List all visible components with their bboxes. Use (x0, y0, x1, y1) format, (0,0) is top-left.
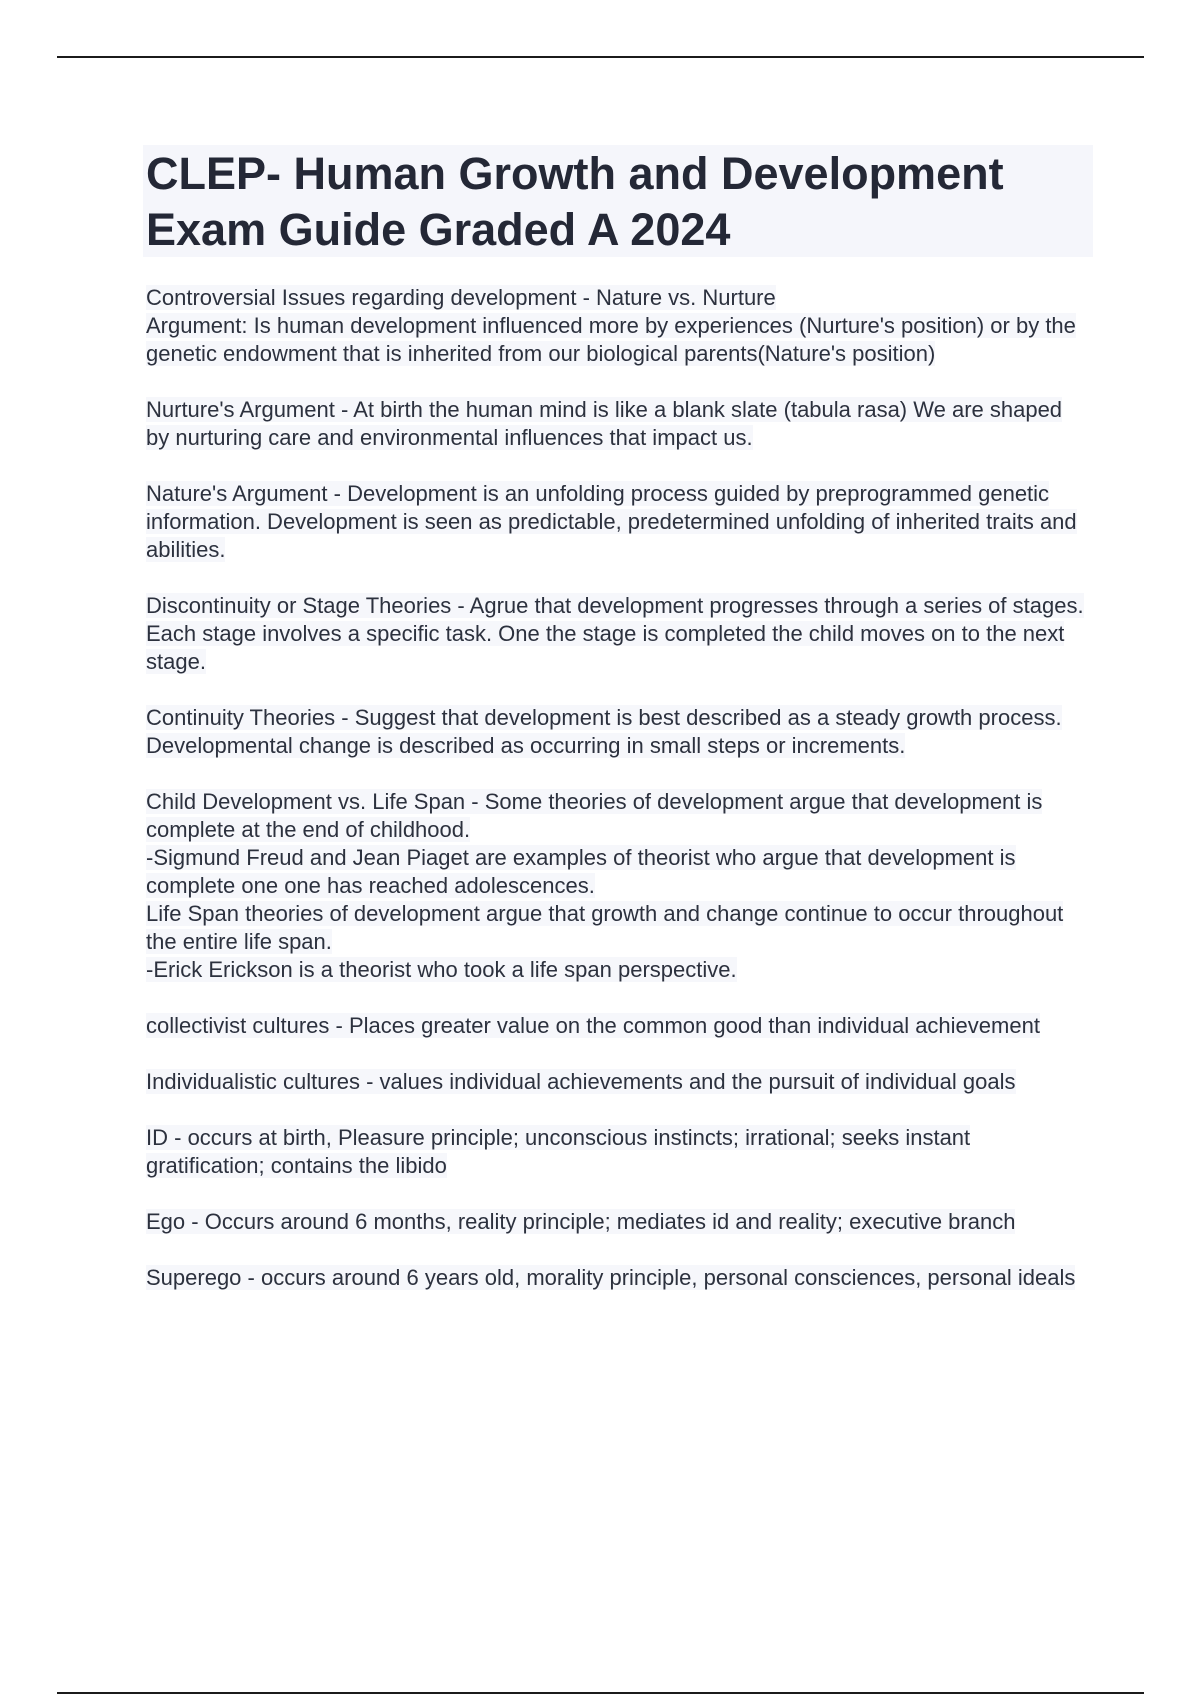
title-line-1: CLEP- Human Growth and Development (146, 148, 1004, 199)
flashcard-entry (146, 480, 1086, 564)
entry-term: ID - (146, 1125, 188, 1150)
entry-term: collectivist cultures - (146, 1013, 349, 1038)
entry-extra-line: Argument: Is human development influenced more by experiences (Nurture's position) or by the genetic endowment that is inherited from our biological parents(Nature's position) (146, 313, 1076, 366)
entry-definition: At birth the human mind is like a blank slate (tabula rasa) We are shaped by nurturing care and environmental influences that impact us. (146, 397, 1063, 450)
flashcard-entry (146, 396, 1086, 452)
entry-definition: occurs at birth, Pleasure principle; unconscious instincts; irrational; seeks instant gratification; contains the libido (146, 1125, 971, 1178)
top-rule (57, 56, 1144, 58)
flashcard-entry (146, 1264, 1086, 1292)
flashcard-entry (146, 704, 1086, 760)
entry-term: Nurture's Argument - (146, 397, 353, 422)
flashcard-entry (146, 1012, 1086, 1040)
flashcard-entry (146, 1124, 1086, 1180)
entry-definition: occurs around 6 years old, morality principle, personal consciences, personal ideals (260, 1265, 1076, 1290)
document-title (146, 146, 1086, 258)
entry-definition: Nature vs. Nurture (596, 285, 776, 310)
entry-definition: Development is an unfolding process guided by preprogrammed genetic information. Development is seen as predictable, predetermined unfolding of inherited traits and abilities. (146, 481, 1077, 562)
flashcard-list (146, 284, 1086, 1320)
flashcard-entry (146, 1208, 1086, 1236)
entry-definition: Agrue that development progresses through a series of stages. Each stage involves a specific task. One the stage is completed the child moves on to the next stage. (146, 593, 1084, 674)
entry-term: Individualistic cultures - (146, 1069, 380, 1094)
entry-term: Nature's Argument - (146, 481, 347, 506)
entry-term: Continuity Theories - (146, 705, 355, 730)
entry-definition: Places greater value on the common good than individual achievement (348, 1013, 1040, 1038)
entry-term: Discontinuity or Stage Theories - (146, 593, 470, 618)
entry-extra-line: -Sigmund Freud and Jean Piaget are examples of theorist who argue that development is complete one one has reached adolescences. (146, 845, 1016, 898)
entry-extra-line: -Erick Erickson is a theorist who took a life span perspective. (146, 957, 737, 982)
entry-term: Superego - (146, 1265, 261, 1290)
entry-term: Child Development vs. Life Span - (146, 789, 485, 814)
flashcard-entry (146, 1068, 1086, 1096)
entry-definition: Some theories of development argue that development is complete at the end of childhood. (146, 789, 1043, 842)
flashcard-entry (146, 284, 1086, 368)
entry-term: Ego - (146, 1209, 205, 1234)
bottom-rule (57, 1692, 1144, 1694)
flashcard-entry (146, 788, 1086, 984)
flashcard-entry (146, 592, 1086, 676)
entry-extra-line: Life Span theories of development argue that growth and change continue to occur throughout the entire life span. (146, 901, 1064, 954)
title-line-2: Exam Guide Graded A 2024 (146, 204, 731, 255)
entry-term: Controversial Issues regarding development - (146, 285, 596, 310)
entry-definition: Suggest that development is best described as a steady growth process. Developmental change is described as occurring in small steps or increments. (146, 705, 1062, 758)
entry-definition: Occurs around 6 months, reality principle; mediates id and reality; executive branch (204, 1209, 1016, 1234)
entry-definition: values individual achievements and the pursuit of individual goals (379, 1069, 1016, 1094)
